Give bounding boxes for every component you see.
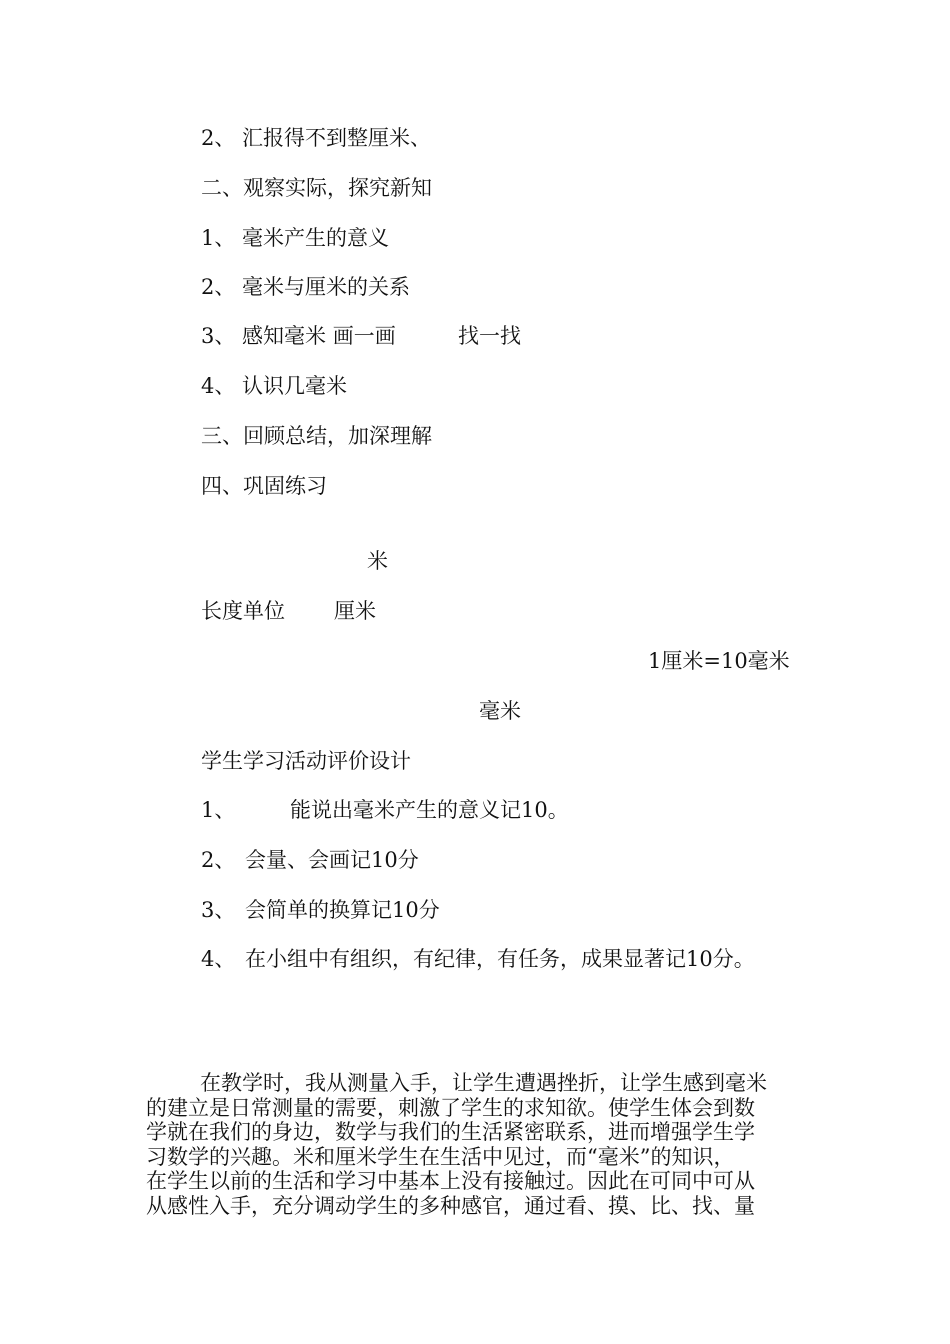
outline-line-extra: 找一找	[458, 324, 521, 348]
unit-relation: 1厘米=10毫米	[648, 649, 790, 673]
evaluation-item-text: 会量、会画记10分	[245, 848, 419, 872]
reflection-line: 的建立是日常测量的需要，刺激了学生的求知欲。使学生体会到数	[146, 1095, 755, 1120]
outline-line: 2、 毫米与厘米的关系	[201, 275, 411, 299]
evaluation-item-text: 会简单的换算记10分	[245, 898, 440, 922]
evaluation-title: 学生学习活动评价设计	[201, 749, 411, 773]
outline-line: 3、 感知毫米 画一画	[201, 324, 396, 348]
evaluation-item-num: 3、	[201, 898, 236, 922]
evaluation-item-text: 在小组中有组织，有纪律，有任务，成果显著记10分。	[245, 947, 755, 971]
outline-heading: 二、观察实际，探究新知	[201, 176, 432, 200]
unit-mi: 米	[367, 549, 388, 573]
reflection-line: 在教学时，我从测量入手，让学生遭遇挫折，让学生感到毫米	[200, 1071, 767, 1095]
outline-line: 4、 认识几毫米	[201, 374, 348, 398]
evaluation-item-text: 能说出毫米产生的意义记10。	[290, 798, 569, 822]
teaching-reflection	[146, 1071, 810, 1218]
reflection-line: 学就在我们的身边，数学与我们的生活紧密联系，进而增强学生学	[146, 1120, 755, 1144]
reflection-line: 习数学的兴趣。米和厘米学生在生活中见过，而“毫米”的知识，	[146, 1144, 735, 1169]
unit-haomi: 毫米	[479, 699, 521, 723]
outline-line: 2、 汇报得不到整厘米、	[201, 126, 432, 150]
outline-line: 1、 毫米产生的意义	[201, 226, 390, 250]
unit-limi: 厘米	[334, 599, 376, 623]
reflection-line: 在学生以前的生活和学习中基本上没有接触过。因此在可同中可从	[146, 1169, 755, 1193]
evaluation-item-num: 2、	[201, 848, 236, 872]
outline-heading: 三、回顾总结，加深理解	[201, 424, 432, 448]
unit-label: 长度单位	[201, 599, 285, 623]
outline-heading: 四、巩固练习	[201, 474, 327, 498]
reflection-line: 从感性入手，充分调动学生的多种感官，通过看、摸、比、找、量	[146, 1193, 755, 1218]
evaluation-item-num: 1、	[201, 798, 236, 822]
evaluation-item-num: 4、	[201, 947, 236, 971]
